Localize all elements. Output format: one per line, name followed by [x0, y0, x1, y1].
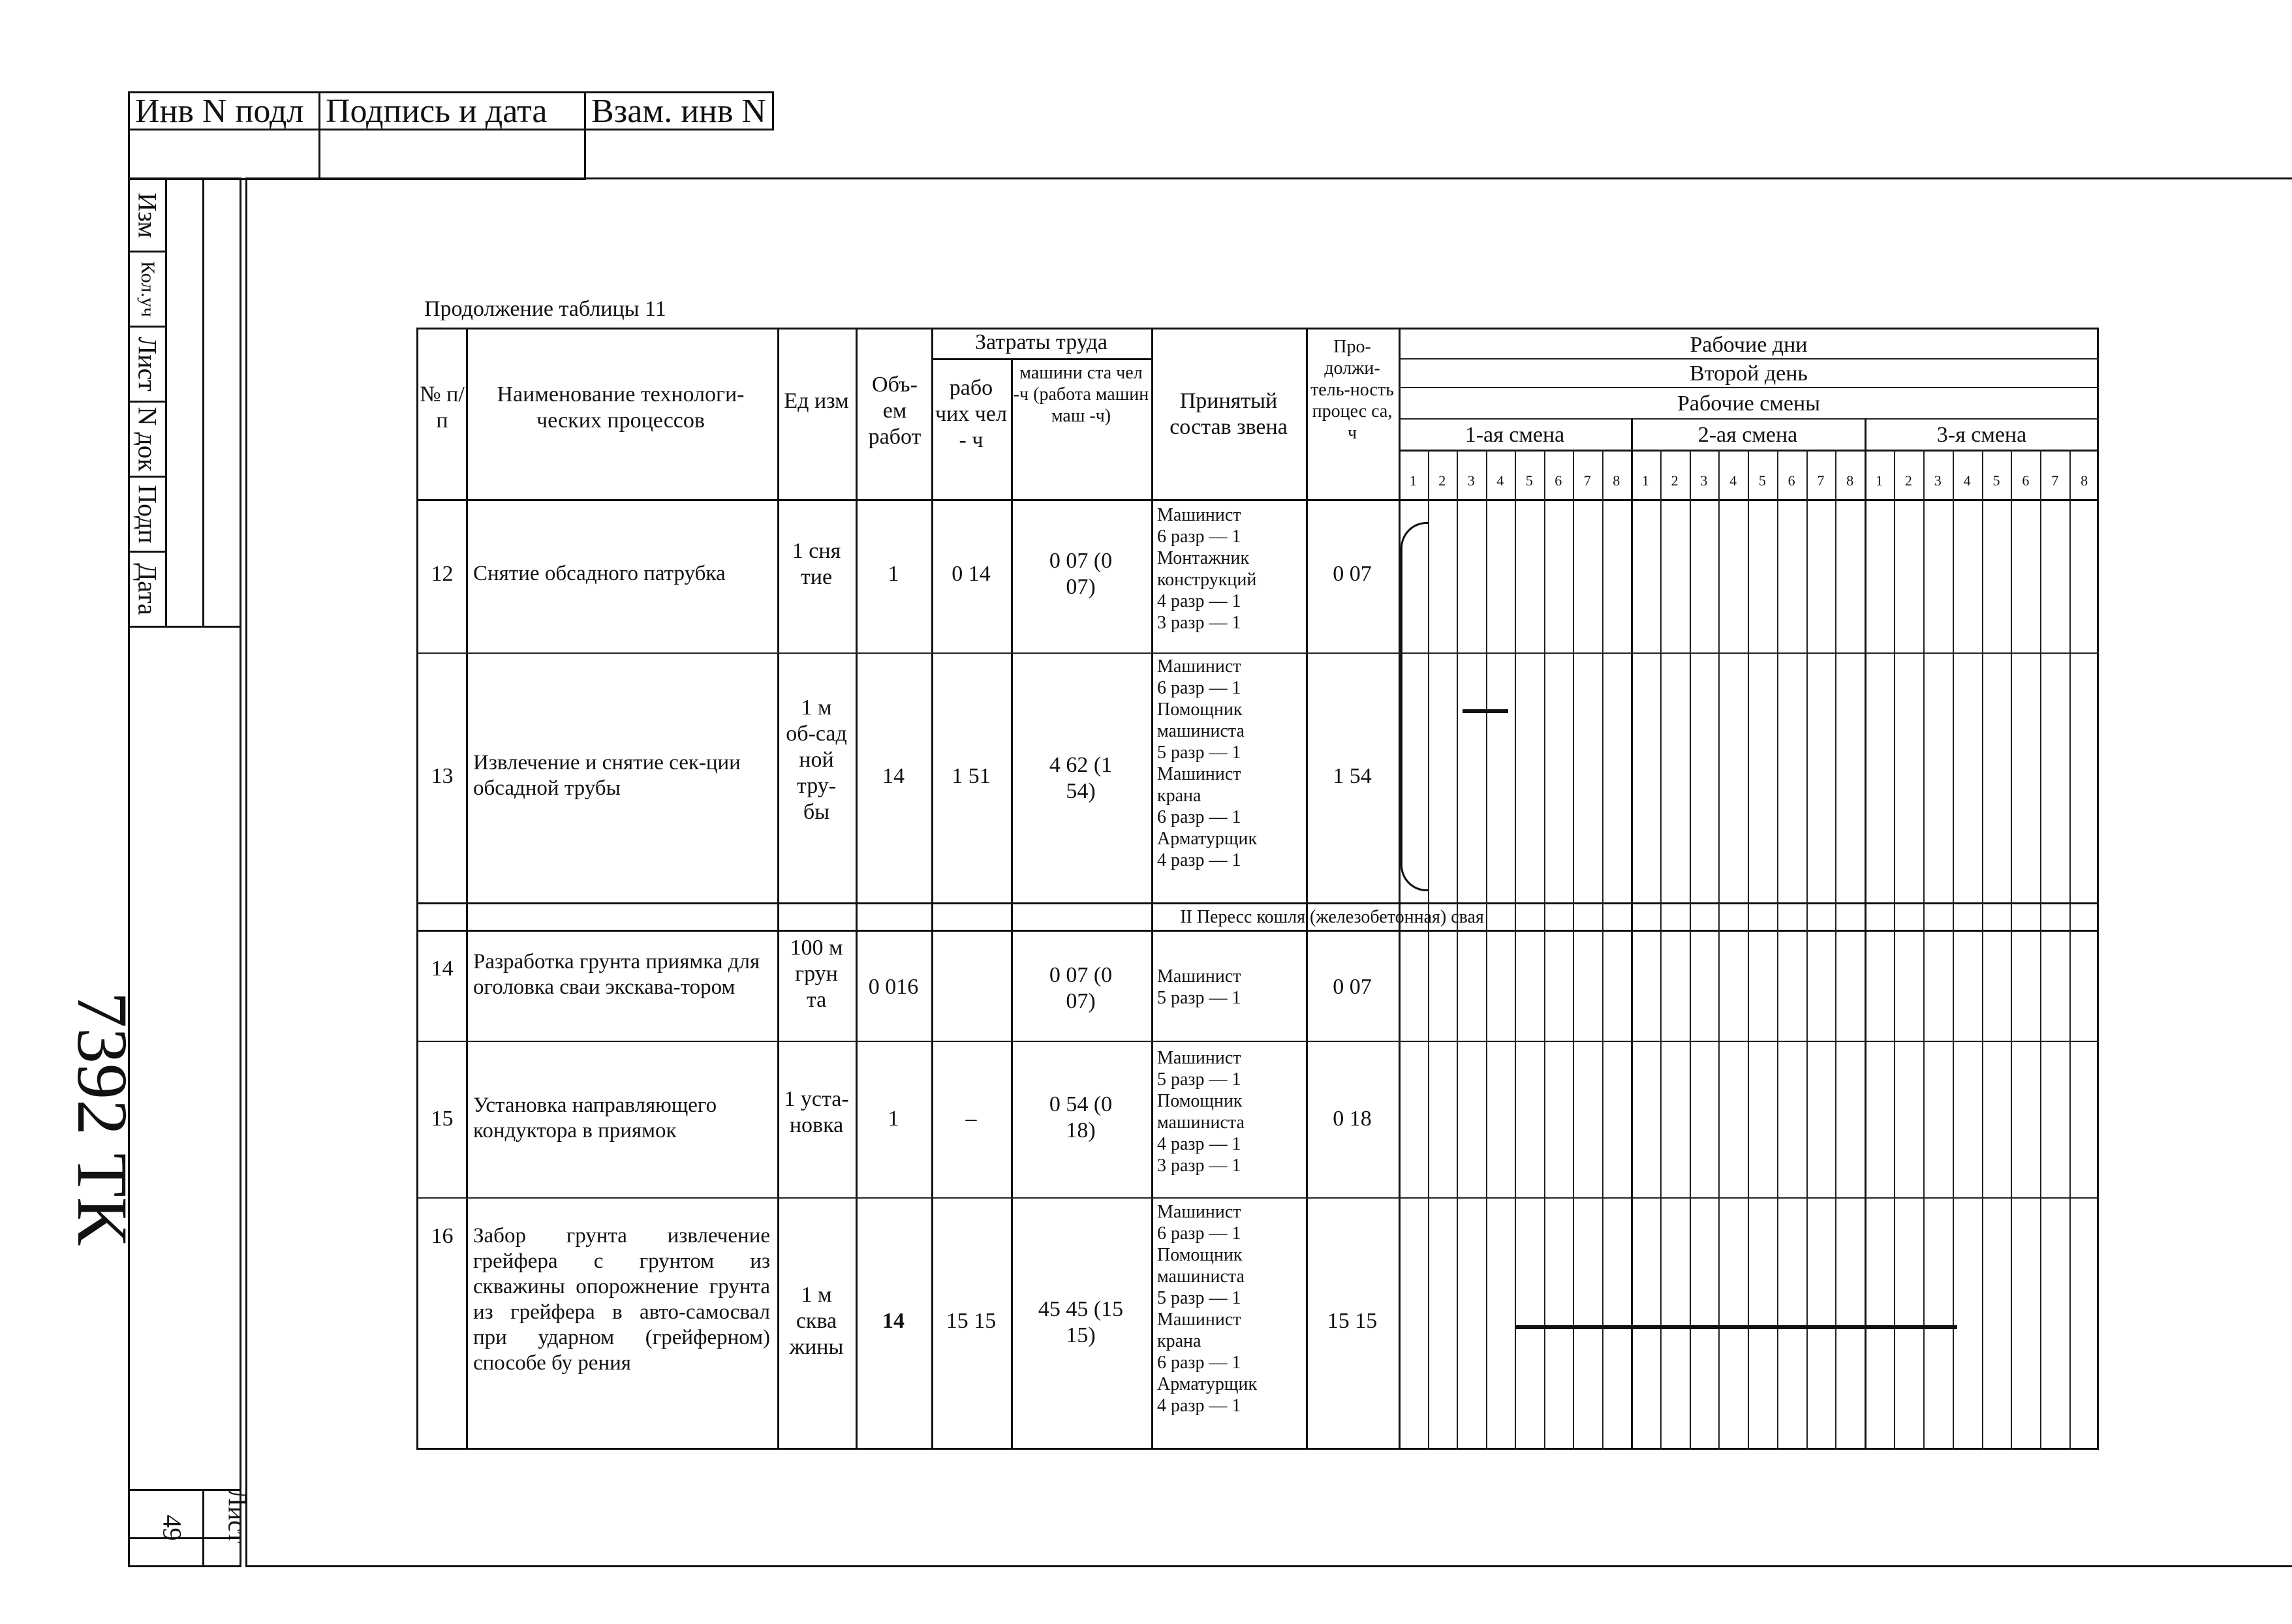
hour-label: 8 [1613, 472, 1620, 489]
crew-line: 3 разр — 1 [1157, 613, 1241, 633]
shift-border [1631, 418, 1633, 1450]
hour-grid-line [1953, 450, 1954, 1450]
row-16-machinist: 45 45 (15 15) [1038, 1297, 1124, 1347]
row-13-duration: 1 54 [1333, 764, 1372, 788]
sheet-label: Лист [223, 1488, 253, 1544]
crew-line: 5 разр — 1 [1157, 1069, 1241, 1090]
row-16-num: 16 [431, 1224, 454, 1248]
hour-grid-line [1515, 450, 1516, 1450]
hour-label: 3 [1700, 472, 1708, 489]
row-16-volume: 14 [882, 1309, 905, 1333]
shift-border [1865, 418, 1866, 1450]
hour-label: 5 [1992, 472, 2000, 489]
crew-line: 6 разр — 1 [1157, 678, 1241, 698]
row-16-name: Забор грунта извлечение грейфера с грунтом из скважины опорожнение грунта из грейфера в авто-самосвал при ударном (грейферном) способе бу рения [473, 1224, 770, 1375]
hour-grid-line [1457, 450, 1458, 1450]
row-border [418, 902, 2099, 904]
crew-line: 4 разр — 1 [1157, 1134, 1241, 1154]
crew-line: 5 разр — 1 [1157, 1288, 1241, 1308]
crew-line: Монтажник [1157, 548, 1250, 568]
stamp-empty-cell [318, 129, 586, 180]
row-13-volume: 14 [882, 764, 905, 788]
side-column [202, 177, 241, 628]
header-shift-2: 2-ая смена [1697, 423, 1798, 447]
hour-label: 4 [1496, 472, 1504, 489]
hour-grid-line [1544, 450, 1545, 1450]
header-unit: Ед изм [784, 389, 849, 413]
side-label: Лист [128, 326, 167, 403]
row-14-name: Разработка грунта приямка для оголовка сваи экскава-тором [473, 950, 760, 999]
row-15-name: Установка направляющего кондуктора в приямок [473, 1094, 717, 1142]
row-15-machinist: 0 54 (0 18) [1049, 1092, 1113, 1142]
crew-line: машиниста [1157, 1112, 1245, 1133]
crew-line: 6 разр — 1 [1157, 1223, 1241, 1244]
hour-label: 1 [1875, 472, 1883, 489]
hour-label: 3 [1467, 472, 1475, 489]
row-12-duration: 0 07 [1333, 562, 1372, 586]
header-crew: Принятый состав звена [1169, 389, 1288, 439]
row-border [418, 499, 2099, 501]
crew-line: Машинист [1157, 656, 1241, 677]
hour-grid-line [1777, 450, 1778, 1450]
crew-line: Машинист [1157, 1310, 1241, 1330]
hour-grid-line [1748, 450, 1749, 1450]
crew-line: Машинист [1157, 1202, 1241, 1222]
hour-label: 8 [1846, 472, 1854, 489]
crew-line: крана [1157, 1331, 1201, 1351]
row-border [418, 1197, 2099, 1199]
row-border [931, 358, 1151, 360]
hour-grid-line [1573, 450, 1574, 1450]
side-code-area [128, 626, 241, 1539]
row-border [1399, 387, 2099, 388]
col-border [1151, 329, 1153, 1450]
row-16-workers: 15 15 [946, 1309, 997, 1333]
crew-line: Машинист [1157, 1048, 1241, 1068]
stamp-empty-cell [128, 129, 320, 180]
col-border [466, 329, 468, 1450]
stamp-inv-podl: Инв N подл [128, 91, 320, 130]
side-label: Изм [128, 177, 167, 253]
crew-line: 6 разр — 1 [1157, 1353, 1241, 1373]
row-15-workers: – [965, 1107, 977, 1131]
hour-label: 7 [1817, 472, 1825, 489]
hour-grid-line [2069, 450, 2071, 1450]
side-column [165, 177, 204, 628]
crew-line: 3 разр — 1 [1157, 1156, 1241, 1176]
gantt-brace-rows-12-13 [1401, 522, 1429, 891]
crew-line: Машинист [1157, 505, 1241, 525]
row-12-workers: 0 14 [952, 562, 991, 586]
gantt-bar-row-16 [1515, 1325, 1957, 1329]
crew-line: Арматурщик [1157, 829, 1258, 849]
crew-line: Машинист [1157, 966, 1241, 987]
work-schedule-table [416, 328, 2099, 1450]
side-label: Дата [128, 551, 167, 628]
side-label: N док [128, 401, 167, 478]
crew-line: Машинист [1157, 764, 1241, 784]
hour-label: 4 [1963, 472, 1971, 489]
crew-line: машиниста [1157, 1266, 1245, 1287]
crew-line: 5 разр — 1 [1157, 988, 1241, 1008]
row-12-machinist: 0 07 (0 07) [1049, 549, 1113, 599]
row-13-num: 13 [431, 764, 454, 788]
section-title: II Пересс кошля (железобетонная) свая [1180, 907, 1484, 927]
row-12-crew [1157, 504, 1304, 634]
row-13-crew [1157, 656, 1304, 871]
col-border [931, 329, 933, 1450]
crew-line: 4 разр — 1 [1157, 591, 1241, 611]
hour-grid-line [1835, 450, 1836, 1450]
row-14-crew [1157, 966, 1304, 1009]
header-second-day: Второй день [1690, 361, 1808, 386]
hour-label: 2 [1671, 472, 1679, 489]
document-code: 7392 ТК [63, 992, 142, 1246]
hour-label: 7 [1583, 472, 1591, 489]
hour-label: 3 [1934, 472, 1942, 489]
header-shift-3: 3-я смена [1936, 423, 2027, 447]
hour-label: 6 [1788, 472, 1795, 489]
hour-grid-line [1690, 450, 1691, 1450]
header-name: Наименование технологи-ческих процессов [497, 382, 745, 433]
row-13-unit: 1 м об-сад ной тру-бы [786, 696, 847, 824]
row-14-volume: 0 016 [868, 975, 919, 999]
row-border [1399, 358, 2099, 360]
header-work-days: Рабочие дни [1690, 333, 1808, 357]
row-13-workers: 1 51 [952, 764, 991, 788]
header-volume: Объ-ем работ [868, 373, 921, 449]
hour-label: 1 [1409, 472, 1417, 489]
hour-label: 4 [1729, 472, 1737, 489]
side-label: Кол.уч [128, 251, 167, 328]
hour-label: 5 [1758, 472, 1766, 489]
row-13-name: Извлечение и снятие сек-ции обсадной трубы [473, 751, 741, 800]
row-16-unit: 1 м сква жины [789, 1283, 844, 1359]
row-15-unit: 1 уста-новка [784, 1087, 849, 1137]
row-12-unit: 1 сня тие [792, 539, 841, 589]
row-14-machinist: 0 07 (0 07) [1049, 963, 1113, 1013]
crew-line: конструкций [1157, 570, 1257, 590]
stamp-vzam-inv: Взам. инв N [584, 91, 774, 130]
row-13-machinist: 4 62 (1 54) [1049, 753, 1113, 803]
row-14-unit: 100 м грун та [790, 936, 843, 1012]
col-border [856, 329, 858, 1450]
crew-line: 4 разр — 1 [1157, 1396, 1241, 1416]
row-14-duration: 0 07 [1333, 975, 1372, 999]
header-machinist: машини ста чел -ч (работа машин маш -ч) [1013, 363, 1149, 426]
header-workers: рабо чих чел - ч [935, 376, 1007, 452]
hour-label: 2 [1438, 472, 1446, 489]
crew-line: Помощник [1157, 1245, 1243, 1265]
col-border [777, 329, 779, 1450]
row-12-num: 12 [431, 562, 454, 586]
row-12-volume: 1 [888, 562, 899, 586]
row-12-name: Снятие обсадного патрубка [473, 562, 726, 585]
hour-grid-line [1806, 450, 1808, 1450]
crew-line: 6 разр — 1 [1157, 807, 1241, 827]
crew-line: 5 разр — 1 [1157, 743, 1241, 763]
side-label: Подп [128, 476, 167, 553]
crew-line: 6 разр — 1 [1157, 527, 1241, 547]
row-border [418, 652, 2099, 654]
approval-stamp [128, 91, 774, 180]
hour-label: 5 [1525, 472, 1533, 489]
hour-grid-line [1718, 450, 1720, 1450]
hour-label: 6 [2022, 472, 2030, 489]
crew-line: Арматурщик [1157, 1374, 1258, 1394]
hour-grid-line [2040, 450, 2041, 1450]
col-border [1306, 329, 1308, 1450]
crew-line: крана [1157, 786, 1201, 806]
hour-label: 1 [1641, 472, 1649, 489]
hour-grid-line [1982, 450, 1983, 1450]
hour-label: 6 [1555, 472, 1562, 489]
row-14-num: 14 [431, 957, 454, 981]
hour-label: 8 [2081, 472, 2088, 489]
row-15-crew [1157, 1047, 1304, 1176]
header-labor: Затраты труда [974, 330, 1107, 354]
hour-grid-line [2011, 450, 2012, 1450]
sheet-number: 49 [157, 1514, 187, 1541]
row-15-volume: 1 [888, 1107, 899, 1131]
hour-grid-line [1660, 450, 1662, 1450]
row-border [1399, 418, 2099, 420]
header-num: № п/п [420, 382, 465, 433]
gantt-bar-row-13 [1463, 709, 1508, 713]
hour-label: 2 [1904, 472, 1912, 489]
row-border [418, 930, 2099, 932]
row-16-duration: 15 15 [1327, 1309, 1378, 1333]
hour-grid-line [1486, 450, 1487, 1450]
header-shifts: Рабочие смены [1677, 391, 1821, 416]
crew-line: Помощник [1157, 1091, 1243, 1111]
hour-grid-line [1894, 450, 1895, 1450]
header-duration: Про-должи-тель-ность процес са, ч [1310, 337, 1394, 443]
side-title-block [128, 177, 245, 1567]
hour-grid-line [1923, 450, 1925, 1450]
row-15-duration: 0 18 [1333, 1107, 1372, 1131]
crew-line: Помощник [1157, 699, 1243, 720]
table-continuation-title: Продолжение таблицы 11 [424, 297, 666, 321]
row-border [418, 1041, 2099, 1042]
row-16-crew [1157, 1201, 1304, 1417]
col-border [1399, 329, 1401, 1450]
row-15-num: 15 [431, 1107, 454, 1131]
stamp-signature-date: Подпись и дата [318, 91, 586, 130]
header-shift-1: 1-ая смена [1464, 423, 1565, 447]
hour-label: 7 [2051, 472, 2059, 489]
crew-line: 4 разр — 1 [1157, 850, 1241, 870]
crew-line: машиниста [1157, 721, 1245, 741]
hour-grid-line [1602, 450, 1603, 1450]
